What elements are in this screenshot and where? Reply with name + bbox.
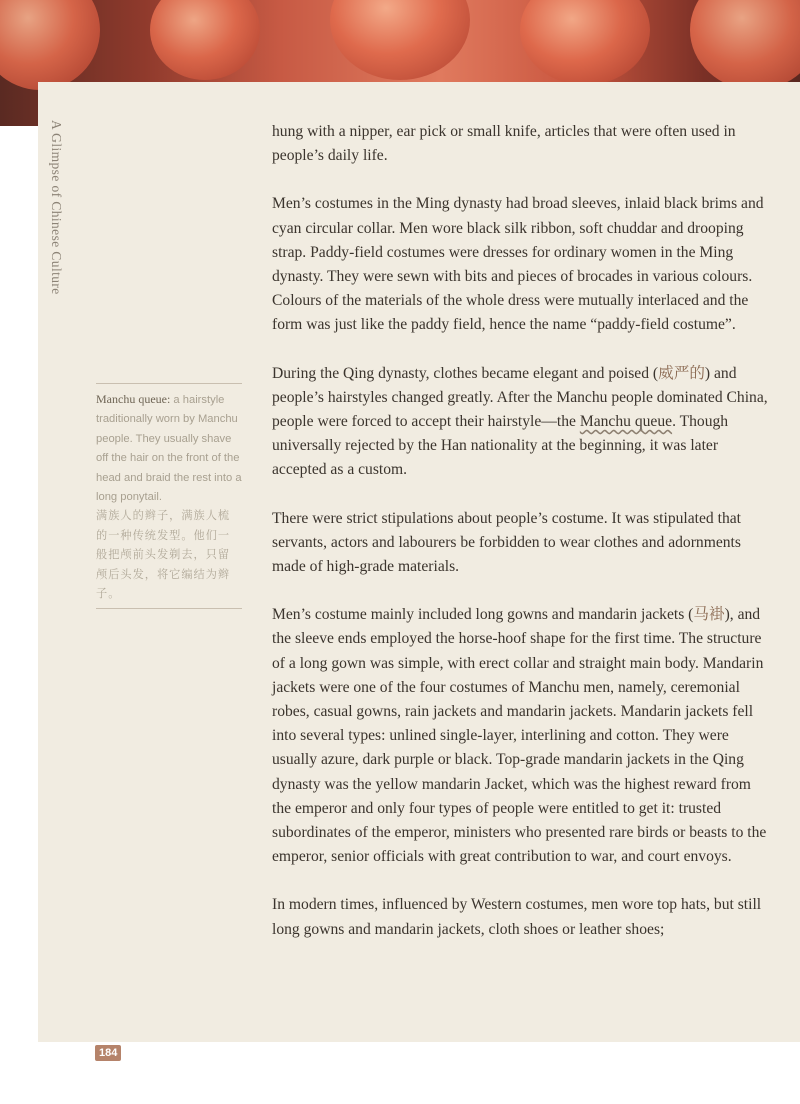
book-title-vertical: A Glimpse of Chinese Culture (49, 120, 64, 295)
note-chinese: 满族人的辫子，满族人梳的一种传统发型。他们一般把颅前头发剃去，只留颅后头发，将它编结为辫子。 (96, 510, 231, 601)
note-term: Manchu queue: (96, 392, 171, 406)
main-text (272, 120, 772, 966)
note-text: a hairstyle traditionally worn by Manchu people. They usually shave off the hair on the front of the head and braid the rest into a long ponytail. (96, 394, 242, 504)
paragraph-4: There were strict stipulations about people’s costume. It was stipulated that servants, actors and labourers be forbidden to wear clothes and adornments made of high-grade materials. (272, 509, 741, 576)
lantern-decoration (150, 0, 260, 80)
paragraph-5-part-b: ), and the sleeve ends employed the horse-hoof shape for the first time. The structure of a long gown was simple, with erect collar and straight main body. Mandarin jackets were one of the four costumes of Manchu men, namely, ceremonial robes, casual gowns, rain jackets and mandarin jackets. Mandarin jackets fell into several types: unlined single-layer, interlining and cotton. They were usually azure, dark purple or black. Top-grade mandarin jackets in the Qing dynasty was the yellow mandarin Jacket, which was the highest reward from the emperor and only four types of people were entitled to get it: trusted subordinates of the emperor, ministers who presented rare birds or beasts to the emperor, senior officials with great contribution to war, and court envoys. (272, 606, 767, 866)
paragraph-5 (272, 603, 772, 869)
lantern-decoration (0, 0, 100, 90)
lantern-decoration (520, 0, 650, 85)
paragraph-3-part-b: ) and people’s hairstyles changed greatly. After the Manchu people dominated China, people were forced to accept their hairstyle—the (272, 364, 768, 431)
term-manchu-queue: Manchu queue (579, 413, 673, 431)
paragraph-3-part-c: . Though universally rejected by the Han nationality at the beginning, it was later accepted as a custom. (272, 413, 729, 479)
margin-note-manchu-queue (96, 383, 242, 609)
paragraph-2: Men’s costumes in the Ming dynasty had broad sleeves, inlaid black brims and cyan circular collar. Men wore black silk ribbon, soft chuddar and drooping strap. Paddy-field costumes were dresses for ordinary women in the Ming dynasty. They were sewn with bits and pieces of brocades in various colours. Colours of the materials of the whole dress were mutually interlaced and the form was just like the paddy field, hence the name “paddy-field costume”. (272, 195, 764, 334)
lantern-decoration (690, 0, 800, 90)
page-number: 184 (95, 1045, 121, 1061)
paragraph-1: hung with a nipper, ear pick or small knife, articles that were often used in people’s daily life. (272, 123, 736, 165)
paragraph-5-part-a: Men’s costume mainly included long gowns and mandarin jackets ( (272, 606, 694, 624)
paragraph-3-part-a: During the Qing dynasty, clothes became elegant and poised ( (272, 364, 659, 382)
chinese-gloss-magua: 马褂 (693, 606, 725, 624)
paragraph-6: In modern times, influenced by Western costumes, men wore top hats, but still long gowns and mandarin jackets, cloth shoes or leather shoes; (272, 896, 762, 938)
lantern-decoration (330, 0, 470, 80)
chinese-gloss-weiyan: 威严的 (658, 364, 705, 382)
paragraph-3 (272, 362, 772, 483)
